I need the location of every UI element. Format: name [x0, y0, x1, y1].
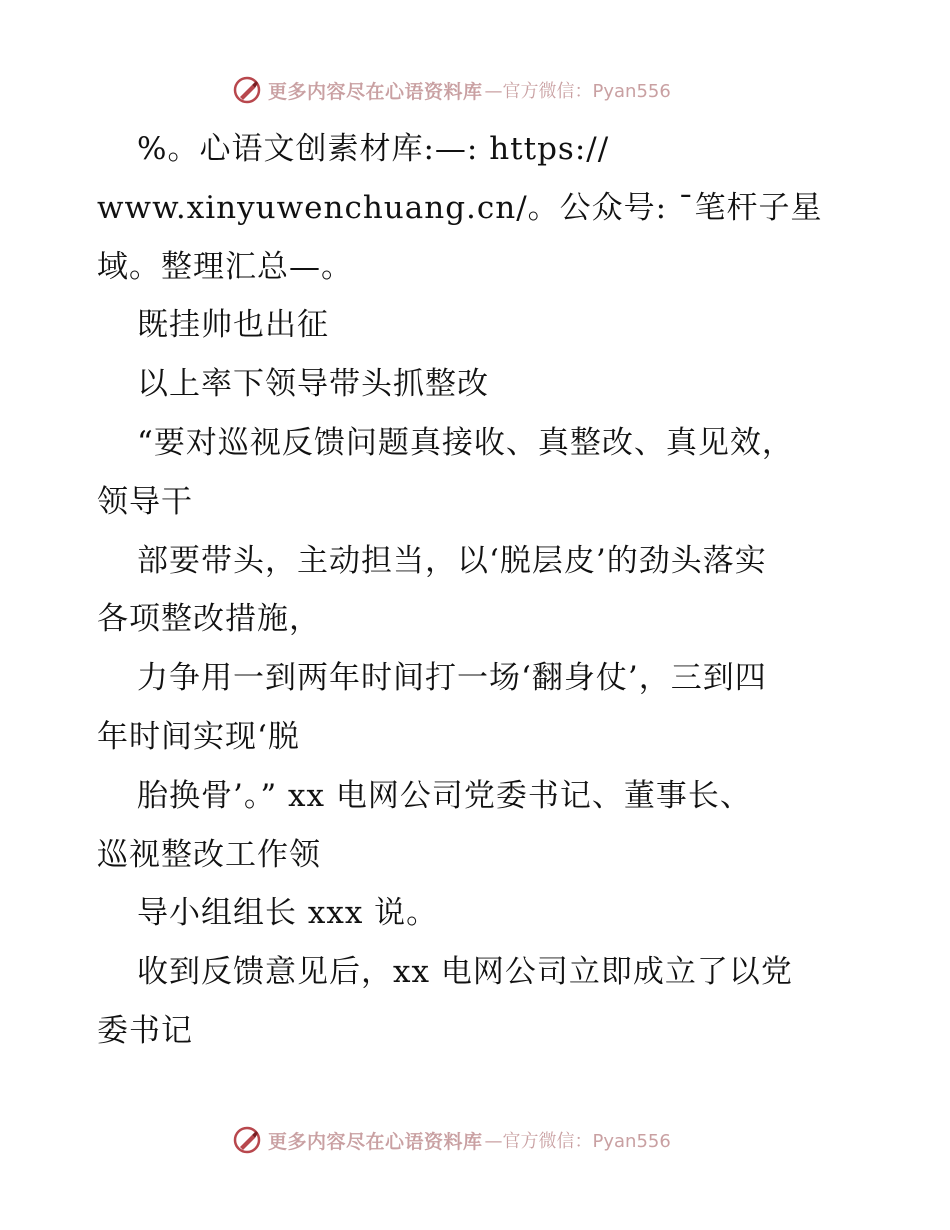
- footer-banner-title: 更多内容尽在心语资料库: [268, 1130, 483, 1153]
- text-line: %。心语文创素材库:—: https://: [137, 131, 610, 167]
- footer-banner-contact: —官方微信：Pyan556: [484, 1131, 671, 1152]
- text-line: 巡视整改工作领: [97, 836, 321, 873]
- section-subheading: 以上率下领导带头抓整改: [137, 366, 489, 403]
- text-line: 导小组组长 xxx 说。: [137, 895, 439, 932]
- section-heading: 既挂帅也出征: [137, 307, 329, 344]
- text-line: 领导干: [97, 483, 193, 520]
- text-line: www.xinyuwenchuang.cn/。公众号: ¯笔杆子星: [97, 189, 823, 226]
- header-banner-title: 更多内容尽在心语资料库: [268, 80, 483, 103]
- header-banner-contact: —官方微信：Pyan556: [484, 81, 671, 102]
- pen-logo-icon: [232, 75, 262, 105]
- text-line: 收到反馈意见后，xx 电网公司立即成立了以党: [137, 954, 793, 991]
- pen-logo-icon: [232, 1125, 262, 1155]
- text-line: 年时间实现‘脱: [97, 718, 300, 755]
- header-banner: [232, 72, 752, 108]
- text-line: 力争用一到两年时间打一场‘翻身仗’，三到四: [137, 660, 767, 697]
- text-line: 部要带头，主动担当，以‘脱层皮’的劲头落实: [137, 542, 767, 579]
- text-line: “要对巡视反馈问题真接收、真整改、真见效，: [137, 424, 794, 461]
- text-line: 各项整改措施，: [97, 601, 321, 638]
- text-line: 域。整理汇总—。: [97, 248, 353, 285]
- document-body: [97, 120, 867, 1061]
- footer-banner: [232, 1122, 752, 1158]
- text-line: 胎换骨’。” xx 电网公司党委书记、董事长、: [137, 777, 752, 814]
- text-line: 委书记: [97, 1012, 193, 1049]
